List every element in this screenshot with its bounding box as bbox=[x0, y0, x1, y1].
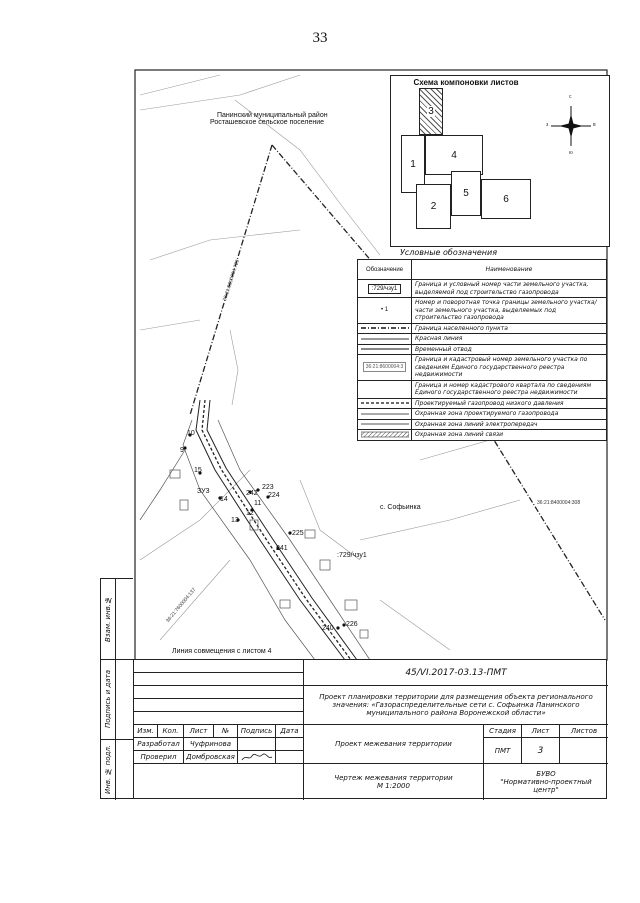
point-label: 225 bbox=[292, 530, 304, 537]
legend-symbol: 36:21:8600004:3 bbox=[358, 355, 412, 380]
legend-table bbox=[357, 259, 607, 441]
original-inventory-label: Инв. № подл. bbox=[104, 745, 112, 795]
match-line-label: Линия совмещения с листом 4 bbox=[172, 648, 272, 655]
rural-settlement-label: Росташевское сельское поселение bbox=[210, 119, 325, 126]
sheet-5: 5 bbox=[451, 171, 481, 216]
point-label: 10 bbox=[187, 430, 195, 437]
sheet-4: 4 bbox=[425, 135, 483, 175]
title-block bbox=[133, 659, 607, 799]
point-label: 241 bbox=[276, 545, 288, 552]
point-label: 12 bbox=[246, 510, 254, 517]
legend-row: Охранная зона линий связи bbox=[358, 430, 606, 440]
header-sheet: Лист bbox=[522, 725, 560, 738]
header-izm: Изм. bbox=[134, 725, 158, 738]
legend-row: Охранная зона линий электропередач bbox=[358, 420, 606, 431]
cadastral-number: 36:21:8600004:729 bbox=[222, 259, 242, 302]
point-label: 9 bbox=[180, 447, 184, 454]
cadastral-number: 36:21:7600004:137 bbox=[165, 586, 198, 624]
settlement-label: с. Софьинка bbox=[380, 504, 421, 511]
sheets-value bbox=[560, 738, 608, 764]
point-label: 11 bbox=[254, 500, 262, 507]
plot-label: :729/чзу1 bbox=[337, 552, 367, 559]
header-kol: Кол. bbox=[158, 725, 184, 738]
compass-east: в bbox=[593, 122, 596, 128]
legend-row: Проектируемый газопровод низкого давления bbox=[358, 399, 606, 410]
compass-icon bbox=[546, 96, 596, 156]
page-number: 33 bbox=[312, 30, 328, 46]
role-checker: Проверил bbox=[134, 751, 184, 764]
header-list: Лист bbox=[184, 725, 214, 738]
legend-row: Охранная зона проектируемого газопровода bbox=[358, 409, 606, 420]
legend-row: Граница населенного пункта bbox=[358, 324, 606, 335]
point-label: 13 bbox=[231, 517, 239, 524]
sheet-value: 3 bbox=[522, 738, 560, 764]
drawing-title: Чертеж межевания территории М 1:2000 bbox=[304, 764, 484, 800]
legend-row: 36:21:8600004:3 Граница и кадастровый номер земельного участка по сведениям Единого государственного реестра недвижимости bbox=[358, 355, 606, 381]
name-developer: Чуфринова bbox=[184, 738, 238, 751]
legend-symbol bbox=[358, 430, 412, 440]
stage-value: ПМТ bbox=[484, 738, 522, 764]
compass-west: з bbox=[546, 122, 549, 128]
point-label: 15 bbox=[194, 467, 202, 474]
layout-scheme-title: Схема компоновки листов bbox=[413, 78, 519, 87]
project-title: Проект планировки территории для размещения объекта регионального значения: «Газораспределительные сети с. Софьинка Панинского муниципального района Воронежской области» bbox=[304, 686, 608, 725]
side-strip bbox=[100, 578, 133, 799]
sheet-1: 1 bbox=[401, 135, 425, 193]
legend-symbol: :729/чзу1 bbox=[358, 280, 412, 297]
compass-south: ю bbox=[569, 150, 573, 156]
legend-symbol bbox=[358, 334, 412, 344]
point-label: 224 bbox=[268, 492, 280, 499]
point-label: 242 bbox=[246, 490, 258, 497]
legend-col-name: Наименование bbox=[485, 265, 533, 273]
sheet-layout-scheme bbox=[390, 75, 610, 247]
signature-date-label: Подпись и дата bbox=[104, 670, 112, 728]
section-title: Проект межевания территории bbox=[304, 725, 484, 764]
replacement-inventory-label: Взам. инв.№ bbox=[104, 595, 112, 643]
legend-symbol bbox=[358, 399, 412, 409]
cadastral-number: 36:21:8400004:308 bbox=[537, 500, 581, 506]
sheet-3: 3 bbox=[419, 88, 443, 135]
header-stage: Стадия bbox=[484, 725, 522, 738]
header-sheets: Листов bbox=[560, 725, 608, 738]
point-label: 226 bbox=[346, 621, 358, 628]
document-code: 45/VI.2017-03.13-ПМТ bbox=[304, 660, 608, 686]
sheet-2: 2 bbox=[416, 184, 451, 229]
legend-symbol bbox=[358, 381, 412, 398]
legend-col-symbol: Обозначение bbox=[358, 260, 412, 279]
header-date: Дата bbox=[276, 725, 304, 738]
legend-row: • 1 Номер и поворотная точка границы земельного участка/части земельного участка, выделяемых под строительство газопровода bbox=[358, 298, 606, 324]
legend-symbol bbox=[358, 324, 412, 334]
turning-points bbox=[183, 433, 345, 629]
legend-row: Временный отвод bbox=[358, 345, 606, 356]
signature-checker bbox=[238, 751, 276, 764]
legend-symbol: • 1 bbox=[358, 298, 412, 323]
sheet-6: 6 bbox=[481, 179, 531, 219]
header-sign: Подпись bbox=[238, 725, 276, 738]
point-label: 240 bbox=[322, 625, 334, 632]
legend-header bbox=[358, 260, 606, 280]
district-label: Панинский муниципальный район bbox=[217, 112, 328, 119]
legend-row: Граница и номер кадастрового квартала по сведениям Единого государственного реестра недвижимости bbox=[358, 381, 606, 399]
compass-north: с bbox=[569, 94, 572, 100]
legend-row: Красная линия bbox=[358, 334, 606, 345]
name-checker: Домбровская bbox=[184, 751, 238, 764]
station-label: ЗУ3 bbox=[197, 488, 210, 495]
point-label: 223 bbox=[262, 484, 274, 491]
organization: БУВО "Нормативно-проектный центр" bbox=[500, 770, 592, 794]
role-developer: Разработал bbox=[134, 738, 184, 751]
signature-developer bbox=[238, 738, 276, 751]
legend-symbol bbox=[358, 420, 412, 430]
point-label: 14 bbox=[220, 496, 228, 503]
legend-title: Условные обозначения bbox=[400, 248, 498, 257]
header-num: № bbox=[214, 725, 238, 738]
legend-symbol bbox=[358, 345, 412, 355]
legend-symbol bbox=[358, 409, 412, 419]
legend-row: :729/чзу1 Граница и условный номер части земельного участка, выделяемой под строительство газопровода bbox=[358, 280, 606, 298]
